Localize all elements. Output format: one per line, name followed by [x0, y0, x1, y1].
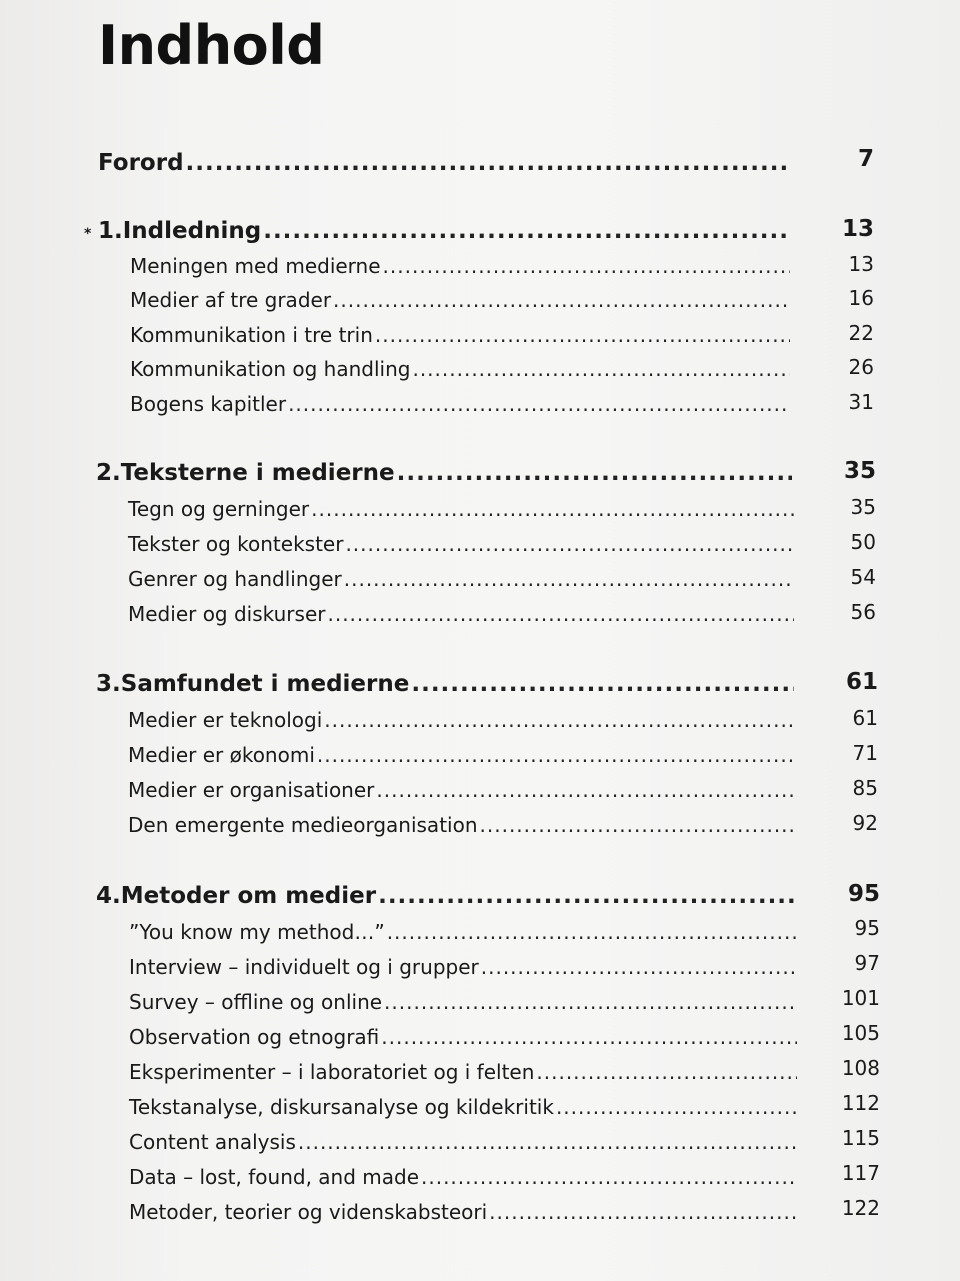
page-number: 26: [848, 355, 874, 379]
toc-section[interactable]: [128, 602, 796, 626]
section-title: Metoder, teorier og videnskabsteori: [129, 1200, 488, 1224]
page-number: 35: [850, 495, 876, 519]
dot-leader: [288, 392, 790, 416]
toc-section[interactable]: [129, 920, 799, 944]
toc-section[interactable]: [128, 778, 798, 802]
toc-section[interactable]: [128, 813, 798, 837]
toc-entry-foreword[interactable]: [98, 150, 790, 176]
toc-section-page: [820, 321, 874, 345]
section-title: Tekster og kontekster: [128, 532, 344, 556]
dot-leader: [397, 460, 792, 486]
section-title: Medier er teknologi: [128, 708, 323, 732]
page-number: 112: [841, 1091, 880, 1115]
toc-chapter-3[interactable]: [96, 671, 796, 697]
toc-section-page: [824, 811, 878, 835]
toc-section[interactable]: [130, 254, 792, 278]
section-title: Observation og etnografi: [129, 1025, 380, 1049]
toc-section[interactable]: [130, 288, 792, 312]
page-number: 35: [843, 458, 876, 484]
dot-leader: [317, 743, 796, 767]
toc-section-page: [824, 741, 878, 765]
section-title: Kommunikation i tre trin: [130, 323, 373, 347]
section-title: Medier og diskurser: [128, 602, 326, 626]
toc-section-page: [826, 1056, 880, 1080]
toc-chapter-page: [822, 458, 876, 484]
section-title: Survey – offline og online: [129, 990, 383, 1014]
section-title: Data – lost, found, and made: [129, 1165, 419, 1189]
page-number: 16: [848, 286, 874, 310]
dot-leader: [381, 1025, 797, 1049]
dot-leader: [384, 990, 797, 1014]
dot-leader: [344, 567, 794, 591]
page-number: 13: [848, 252, 874, 276]
page-number: 13: [841, 216, 874, 242]
toc-section[interactable]: [128, 708, 798, 732]
dot-leader: [327, 602, 794, 626]
toc-section-page: [822, 530, 876, 554]
toc-section-page: [826, 986, 880, 1010]
toc-entry-label: Forord: [98, 150, 184, 176]
dot-leader: [376, 778, 796, 802]
page-title: Indhold: [98, 14, 325, 77]
section-title: Eksperimenter – i laboratoriet og i felten: [129, 1060, 535, 1084]
dot-leader: [556, 1095, 797, 1119]
dot-leader: [421, 1165, 797, 1189]
dot-leader: [378, 883, 796, 909]
section-title: Den emergente medieorganisation: [128, 813, 478, 837]
page-number: 108: [841, 1056, 880, 1080]
page-number: 54: [850, 565, 876, 589]
toc-section[interactable]: [128, 743, 798, 767]
toc-section[interactable]: [129, 1200, 799, 1224]
page-number: 85: [852, 776, 878, 800]
dot-leader: [536, 1060, 797, 1084]
toc-section-page: [820, 286, 874, 310]
chapter-number: 3.: [96, 671, 121, 697]
toc-section[interactable]: [128, 532, 796, 556]
chapter-title: Metoder om medier: [120, 883, 377, 909]
page-number: 95: [847, 881, 880, 907]
page-number: 117: [841, 1161, 880, 1185]
section-title: Tegn og gerninger: [128, 497, 310, 521]
toc-section-page: [820, 390, 874, 414]
toc-section-page: [824, 706, 878, 730]
section-title: Kommunikation og handling: [130, 357, 411, 381]
toc-section-page: [820, 252, 874, 276]
page-number: 56: [850, 600, 876, 624]
toc-section[interactable]: [130, 357, 792, 381]
toc-chapter-4[interactable]: [96, 883, 798, 909]
dot-leader: [345, 532, 794, 556]
toc-section[interactable]: [128, 497, 796, 521]
page-number: 61: [845, 669, 878, 695]
dot-leader: [298, 1130, 797, 1154]
section-title: Medier er økonomi: [128, 743, 315, 767]
toc-section[interactable]: [129, 1165, 799, 1189]
dot-leader: [387, 920, 797, 944]
page-number: 50: [850, 530, 876, 554]
toc-section[interactable]: [128, 567, 796, 591]
chapter-title: Indledning: [122, 218, 262, 244]
toc-section[interactable]: [130, 392, 792, 416]
chapter-number: 4.: [96, 883, 121, 909]
page-number: 61: [852, 706, 878, 730]
dot-leader: [481, 955, 797, 979]
toc-section-page: [826, 916, 880, 940]
toc-section-page: [826, 951, 880, 975]
toc-section[interactable]: [129, 990, 799, 1014]
dot-leader: [375, 323, 790, 347]
page-number: 115: [841, 1126, 880, 1150]
dot-leader: [411, 671, 794, 697]
toc-section[interactable]: [130, 323, 792, 347]
toc-chapter-page: [824, 669, 878, 695]
section-title: Interview – individuelt og i grupper: [129, 955, 479, 979]
toc-section-page: [826, 1126, 880, 1150]
chapter-title: Teksterne i medierne: [120, 460, 395, 486]
chapter-number: 1.: [98, 218, 123, 244]
chapter-title: Samfundet i medierne: [120, 671, 410, 697]
toc-section[interactable]: [129, 1025, 799, 1049]
margin-mark: *: [84, 226, 92, 242]
dot-leader: [480, 813, 796, 837]
dot-leader: [311, 497, 794, 521]
toc-section-page: [824, 776, 878, 800]
toc-section-page: [826, 1161, 880, 1185]
dot-leader: [324, 708, 796, 732]
page-number: 122: [841, 1196, 880, 1220]
section-title: Bogens kapitler: [130, 392, 287, 416]
toc-section-page: [820, 355, 874, 379]
page-number: 71: [852, 741, 878, 765]
toc-section[interactable]: [129, 1130, 799, 1154]
section-title: Genrer og handlinger: [128, 567, 342, 591]
section-title: Tekstanalyse, diskursanalyse og kildekritik: [129, 1095, 554, 1119]
toc-section-page: [826, 1196, 880, 1220]
page-number: 97: [854, 951, 880, 975]
toc-section[interactable]: [129, 1095, 799, 1119]
section-title: Medier af tre grader: [130, 288, 332, 312]
dot-leader: [263, 218, 788, 244]
dot-leader: [489, 1200, 797, 1224]
page-number: 22: [848, 321, 874, 345]
page-number: 7: [857, 146, 874, 172]
toc-chapter-1[interactable]: [98, 218, 790, 244]
section-title: Content analysis: [129, 1130, 296, 1154]
section-title: Medier er organisationer: [128, 778, 375, 802]
toc-section-page: [826, 1021, 880, 1045]
toc-chapter-2[interactable]: [96, 460, 794, 486]
toc-entry-page-foreword: [820, 146, 874, 172]
chapter-number: 2.: [96, 460, 121, 486]
dot-leader: [186, 150, 788, 176]
page-number: 31: [848, 390, 874, 414]
toc-chapter-page: [820, 216, 874, 242]
page-number: 101: [841, 986, 880, 1010]
page-number: 105: [841, 1021, 880, 1045]
dot-leader: [412, 357, 790, 381]
toc-chapter-page: [826, 881, 880, 907]
dot-leader: [333, 288, 790, 312]
section-title: Meningen med medierne: [130, 254, 381, 278]
toc-section-page: [826, 1091, 880, 1115]
page-number: 92: [852, 811, 878, 835]
toc-section-page: [822, 600, 876, 624]
toc-section[interactable]: [129, 955, 799, 979]
page-number: 95: [854, 916, 880, 940]
toc-section[interactable]: [129, 1060, 799, 1084]
toc-section-page: [822, 565, 876, 589]
toc-section-page: [822, 495, 876, 519]
section-title: ”You know my method…”: [129, 920, 385, 944]
dot-leader: [383, 254, 790, 278]
